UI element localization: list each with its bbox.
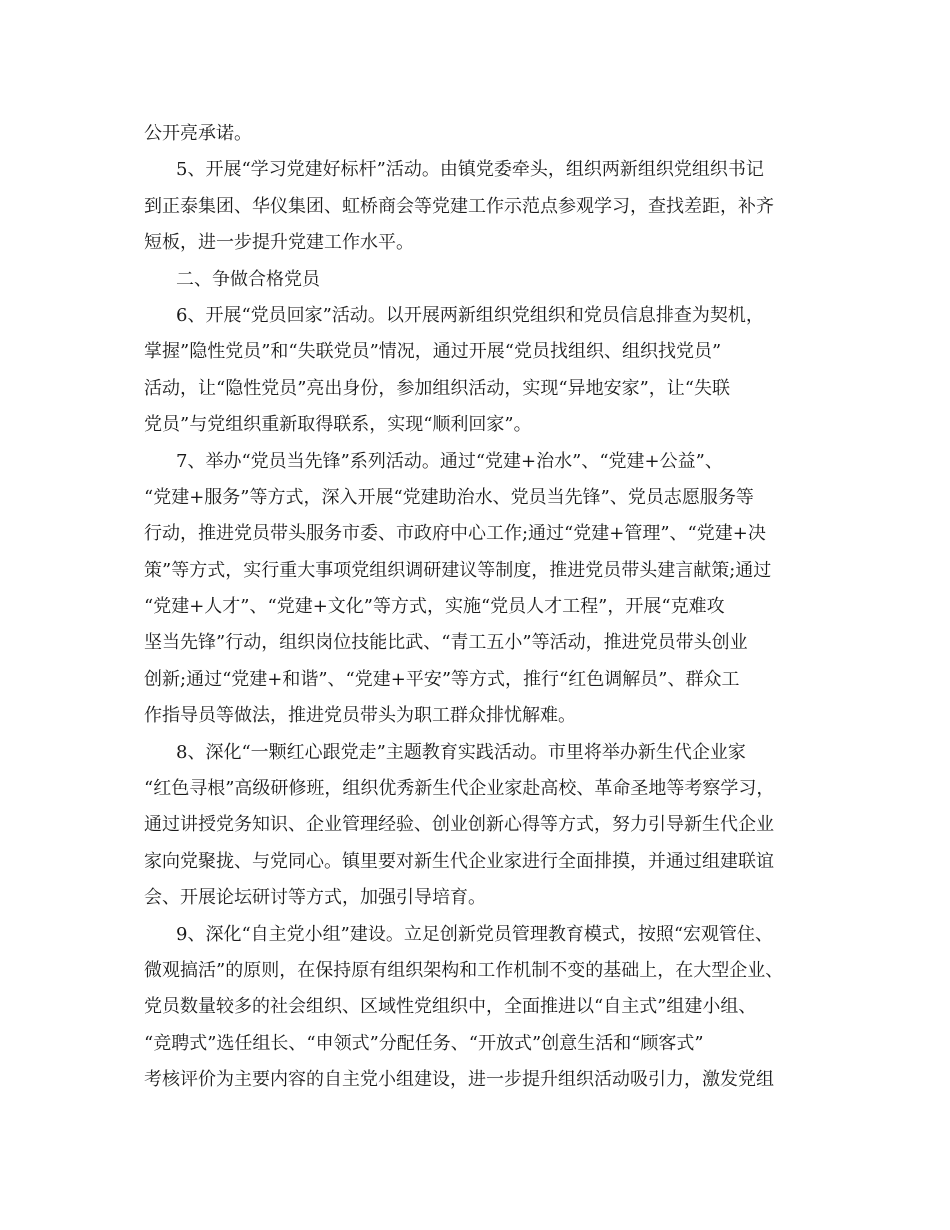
text-line: 创新;通过“党建+和谐”、“党建+平安”等方式，推行“红色调解员”、群众工 <box>144 668 740 690</box>
text-line: 短板，进一步提升党建工作水平。 <box>144 232 414 254</box>
text-line: 掌握”隐性党员”和“失联党员”情况，通过开展“党员找组织、组织找党员” <box>144 341 722 363</box>
text-line: “党建+人才”、“党建+文化”等方式，实施“党员人才工程”，开展“克难攻 <box>144 596 725 618</box>
text-line: 行动，推进党员带头服务市委、市政府中心工作;通过“党建+管理”、“党建+决 <box>144 523 766 545</box>
text-line: 考核评价为主要内容的自主党小组建设，进一步提升组织活动吸引力，激发党组 <box>144 1069 774 1091</box>
text-line: “红色寻根”高级研修班，组织优秀新生代企业家赴高校、革命圣地等考察学习， <box>144 778 775 800</box>
paragraph-5-line-1: 5、开展“学习党建好标杆”活动。由镇党委牵头，组织两新组织党组织书记 <box>176 159 764 181</box>
paragraph-6-line-1: 6、开展“党员回家”活动。以开展两新组织党组织和党员信息排查为契机， <box>176 304 764 326</box>
paragraph-8-line-1: 8、深化“一颗红心跟党走”主题教育实践活动。市里将举办新生代企业家 <box>176 741 746 763</box>
text-line: “党建+服务”等方式，深入开展“党建助治水、党员当先锋”、党员志愿服务等 <box>144 486 754 508</box>
section-heading: 二、争做合格党员 <box>176 268 320 290</box>
text-line: 公开亮承诺。 <box>144 123 252 144</box>
text-line: 活动，让“隐性党员”亮出身份，参加组织活动，实现“异地安家”，让“失联 <box>144 377 731 399</box>
paragraph-7-line-1: 7、举办“党员当先锋”系列活动。通过“党建+治水”、“党建+公益”、 <box>176 450 723 472</box>
text-line: 微观搞活”的原则，在保持原有组织架构和工作机制不变的基础上，在大型企业、 <box>144 959 784 981</box>
text-line: 通过讲授党务知识、企业管理经验、创业创新心得等方式，努力引导新生代企业 <box>144 814 774 836</box>
text-line: 会、开展论坛研讨等方式，加强引导培育。 <box>144 887 486 909</box>
paragraph-9-line-1: 9、深化“自主党小组”建设。立足创新党员管理教育模式，按照“宏观管住、 <box>176 923 774 945</box>
text-line: 作指导员等做法，推进党员带头为职工群众排忧解难。 <box>144 705 576 727</box>
text-line: 坚当先锋”行动，组织岗位技能比武、“青工五小”等活动，推进党员带头创业 <box>144 632 748 654</box>
text-line: 党员数量较多的社会组织、区域性党组织中，全面推进以“自主式”组建小组、 <box>144 996 757 1018</box>
text-line: “竞聘式”选任组长、“申领式”分配任务、“开放式”创意生活和“顾客式” <box>144 1032 704 1054</box>
text-line: 到正泰集团、华仪集团、虹桥商会等党建工作示范点参观学习，查找差距，补齐 <box>144 195 774 217</box>
text-line: 家向党聚拢、与党同心。镇里要对新生代企业家进行全面排摸，并通过组建联谊 <box>144 850 774 872</box>
document-body <box>144 116 824 1099</box>
text-line: 策”等方式，实行重大事项党组织调研建议等制度，推进党员带头建言献策;通过 <box>144 559 772 581</box>
text-line: 党员”与党组织重新取得联系，实现“顺利回家”。 <box>144 414 532 436</box>
